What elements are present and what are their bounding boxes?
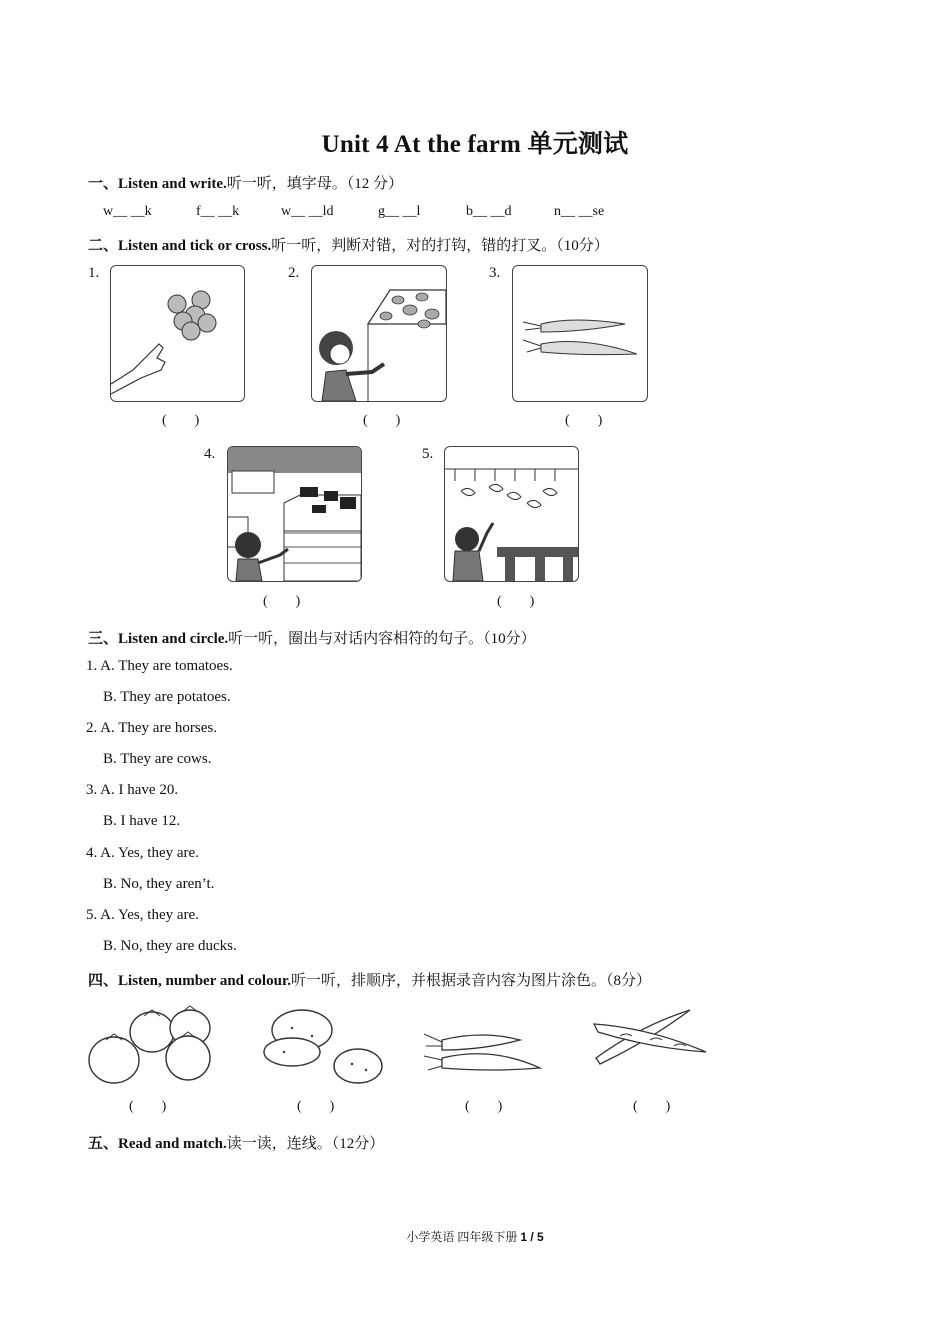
option-a[interactable]: 2. A. They are horses. [86, 720, 217, 736]
section-1-heading [88, 172, 403, 193]
word-blank[interactable]: w__ __k [103, 204, 152, 219]
option-b[interactable]: B. They are potatoes. [103, 689, 231, 705]
picture-number: 3. [489, 265, 501, 281]
answer-parentheses[interactable]: ( ) [297, 1099, 335, 1114]
option-b[interactable]: B. I have 12. [103, 813, 181, 829]
word-blank[interactable]: b__ __d [466, 204, 512, 219]
section-en: Listen and write. [118, 176, 227, 192]
option-b[interactable]: B. No, they are ducks. [103, 938, 237, 954]
word-blank[interactable]: w__ __ld [281, 204, 334, 219]
girl-potatoes-picture [311, 265, 447, 402]
green-beans-drawing [590, 1006, 708, 1068]
section-number: 三、 [88, 631, 119, 647]
picture-number: 2. [288, 265, 300, 281]
boy-cows-picture [227, 446, 362, 582]
answer-parentheses[interactable]: ( ) [263, 594, 301, 609]
tomatoes-drawing [86, 1004, 216, 1086]
answer-parentheses[interactable]: ( ) [565, 413, 603, 428]
picture-number: 4. [204, 446, 216, 462]
option-a[interactable]: 5. A. Yes, they are. [86, 907, 199, 923]
answer-parentheses[interactable]: ( ) [465, 1099, 503, 1114]
section-2-heading [88, 234, 609, 255]
picture-number: 5. [422, 446, 434, 462]
word-blank[interactable]: n__ __se [554, 204, 605, 219]
option-a[interactable]: 3. A. I have 20. [86, 782, 179, 798]
section-number: 五、 [88, 1136, 119, 1152]
boy-hens-picture [444, 446, 579, 582]
section-4-heading [88, 969, 651, 990]
answer-parentheses[interactable]: ( ) [633, 1099, 671, 1114]
option-a[interactable]: 4. A. Yes, they are. [86, 845, 199, 861]
word-blank[interactable]: f__ __k [196, 204, 240, 219]
tomatoes-picture [110, 265, 245, 402]
option-b[interactable]: B. They are cows. [103, 751, 212, 767]
section-en: Read and match. [118, 1136, 227, 1152]
option-b[interactable]: B. No, they aren’t. [103, 876, 215, 892]
section-3-heading [88, 627, 536, 648]
page-number: 1 / 5 [520, 1230, 544, 1244]
option-a[interactable]: 1. A. They are tomatoes. [86, 658, 233, 674]
answer-parentheses[interactable]: ( ) [363, 413, 401, 428]
section-cn: 听一听，填字母。（12 分） [226, 176, 404, 192]
answer-parentheses[interactable]: ( ) [497, 594, 535, 609]
word-blank[interactable]: g__ __l [378, 204, 421, 219]
carrots-drawing [422, 1020, 544, 1084]
footer-text: 小学英语 四年级下册 [406, 1230, 521, 1244]
section-en: Listen and tick or cross. [118, 238, 272, 254]
section-cn: 听一听，排顺序，并根据录音内容为图片涂色。（8分） [290, 973, 651, 989]
page-title: Unit 4 At the farm 单元测试 [321, 131, 629, 158]
answer-parentheses[interactable]: ( ) [162, 413, 200, 428]
potatoes-drawing [262, 1008, 386, 1086]
answer-parentheses[interactable]: ( ) [129, 1099, 167, 1114]
section-cn: 读一读，连线。（12分） [226, 1136, 385, 1152]
section-cn: 听一听，圈出与对话内容相符的句子。（10分） [228, 631, 536, 647]
section-number: 四、 [88, 973, 119, 989]
section-number: 二、 [88, 238, 119, 254]
section-cn: 听一听，判断对错，对的打钩，错的打叉。（10分） [271, 238, 609, 254]
section-en: Listen, number and colour. [118, 973, 291, 989]
section-number: 一、 [88, 176, 119, 192]
page-footer [0, 1228, 950, 1245]
section-en: Listen and circle. [118, 631, 229, 647]
picture-number: 1. [88, 265, 100, 281]
word-blanks [0, 204, 950, 224]
section-5-heading [88, 1132, 384, 1153]
carrots-picture [512, 265, 648, 402]
